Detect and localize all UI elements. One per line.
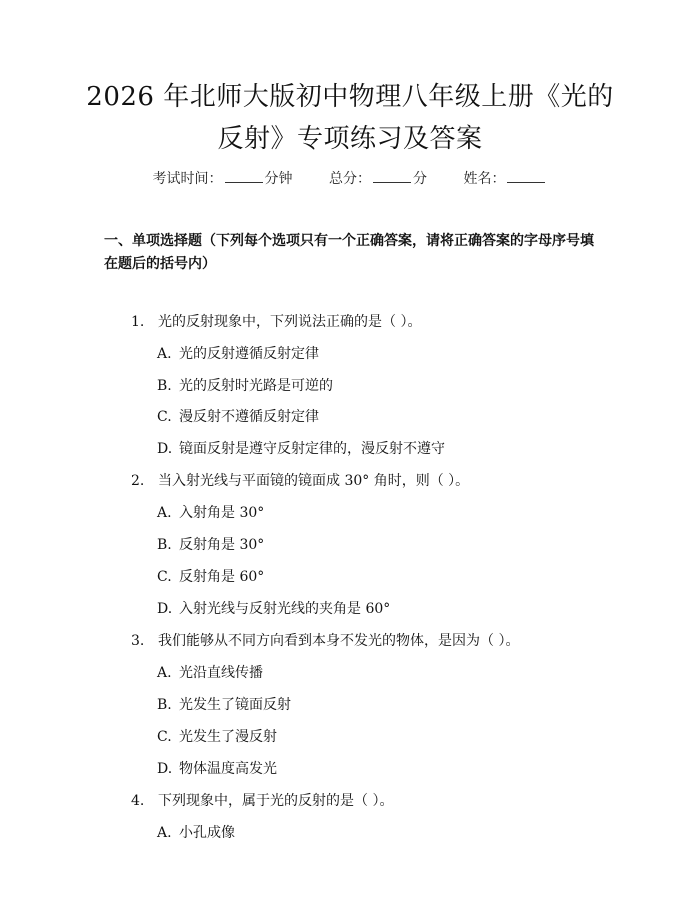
option-text: 入射光线与反射光线的夹角是 60° [179,601,391,617]
exam-time [153,168,293,188]
option-1b [157,375,333,395]
total-score-blank [373,170,411,183]
exam-time-blank [225,170,263,183]
option-text: 漫反射不遵循反射定律 [179,409,319,425]
option-3c [157,726,277,746]
option-2d [157,598,390,618]
question-2 [131,470,469,490]
option-3a [157,662,263,682]
option-text: 入射角是 30° [179,505,265,521]
option-text: 反射角是 60° [179,569,265,585]
question-number: 2. [131,473,145,489]
option-letter: B. [157,697,172,713]
total-score-unit: 分 [413,171,427,187]
question-3 [131,630,519,650]
option-text: 反射角是 30° [179,537,265,553]
question-1 [131,311,421,331]
option-letter: C. [157,409,172,425]
question-text: 当入射光线与平面镜的镜面成 30° 角时，则（ ）。 [158,473,470,489]
exam-info [0,168,700,188]
option-letter: A. [157,346,172,362]
option-letter: C. [157,569,172,585]
question-number: 3. [131,633,145,649]
option-text: 物体温度高发光 [179,761,277,777]
option-3d [157,758,277,778]
option-2b [157,534,264,554]
option-3b [157,694,291,714]
option-letter: A. [157,825,172,841]
option-4a [157,822,235,842]
document-title [80,76,620,160]
question-text: 我们能够从不同方向看到本身不发光的物体，是因为（ ）。 [158,633,520,649]
option-text: 光沿直线传播 [179,665,263,681]
option-text: 光发生了漫反射 [179,729,277,745]
question-4 [131,790,393,810]
question-number: 1. [131,314,145,330]
option-1c [157,406,319,426]
option-2c [157,566,264,586]
option-1a [157,343,319,363]
student-name [463,168,547,188]
option-text: 小孔成像 [179,825,235,841]
option-letter: A. [157,665,172,681]
exam-time-label: 考试时间： [152,171,223,187]
title-line-1: 2026 年北师大版初中物理八年级上册《光的 [86,82,614,112]
option-2a [157,502,264,522]
option-text: 光的反射遵循反射定律 [179,346,319,362]
option-text: 光发生了镜面反射 [179,697,291,713]
student-name-blank [507,170,545,183]
question-number: 4. [131,793,145,809]
option-letter: D. [157,761,173,777]
question-text: 光的反射现象中，下列说法正确的是（ ）。 [158,314,422,330]
option-letter: B. [157,378,172,394]
total-score-label: 总分： [329,171,371,187]
title-line-2: 反射》专项练习及答案 [217,124,483,154]
option-letter: B. [157,537,172,553]
option-1d [157,438,445,458]
option-letter: D. [157,441,173,457]
question-text: 下列现象中，属于光的反射的是（ ）。 [158,793,394,809]
exam-time-unit: 分钟 [264,171,293,187]
section-heading: 一、单项选择题（下列每个选项只有一个正确答案，请将正确答案的字母序号填在题后的括号内） [104,233,594,272]
student-name-label: 姓名： [463,171,506,187]
option-text: 镜面反射是遵守反射定律的，漫反射不遵守 [179,441,445,457]
option-text: 光的反射时光路是可逆的 [179,378,333,394]
option-letter: C. [157,729,172,745]
total-score [329,168,427,188]
option-letter: A. [157,505,172,521]
option-letter: D. [157,601,173,617]
